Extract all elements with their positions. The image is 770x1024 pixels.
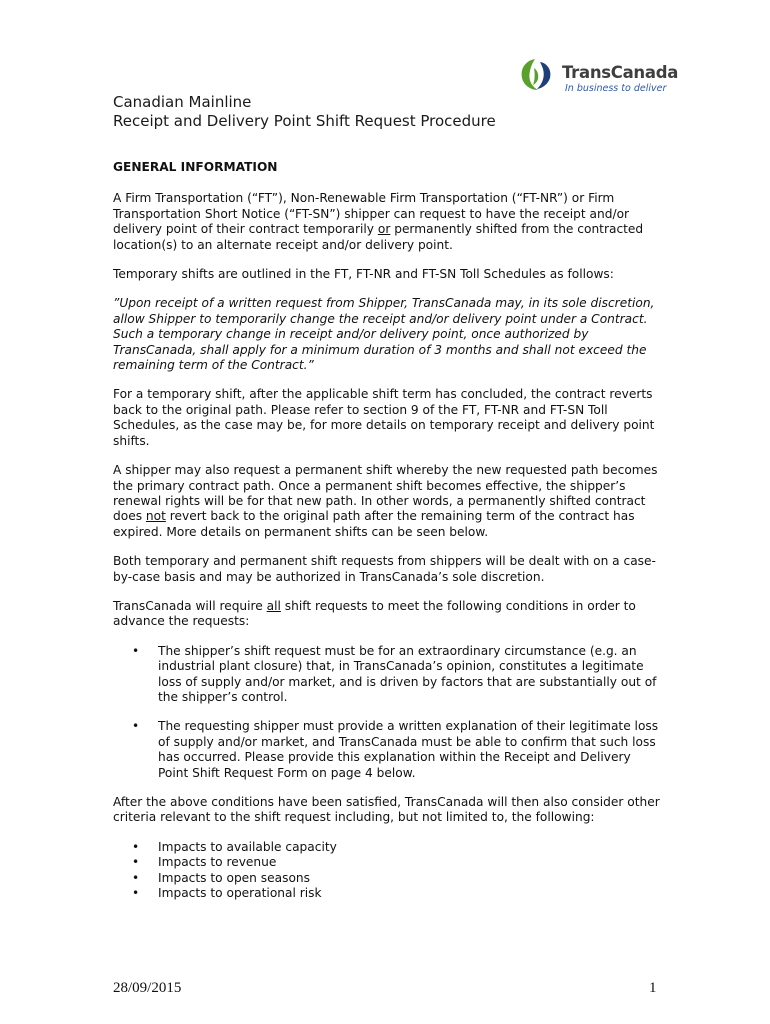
- conditions-list: [113, 644, 661, 781]
- paragraph-permanent-shift: A shipper may also request a permanent shift whereby the new requested path becomes the primary contract path. Once a permanent shift becomes effective, the shipper’s renewal rights will be for that new path. In other words, a permanently shifted contract does not revert back to the original path after the remaining term of the contract has expired. More details on permanent shifts can be seen below.: [113, 463, 658, 539]
- company-logo: [518, 54, 678, 96]
- list-item: • The shipper’s shift request must be for an extraordinary circumstance (e.g. an industrial plant closure) that, in TransCanada’s opinion, constitutes a legitimate loss of supply and/or market, and is driven by factors that are substantially out of the shipper’s control.: [158, 644, 661, 706]
- list-item: • Impacts to operational risk: [158, 886, 661, 901]
- footer-date: 28/09/2015: [113, 980, 182, 996]
- list-item: • Impacts to open seasons: [158, 871, 661, 886]
- title-line-2: Receipt and Delivery Point Shift Request Procedure: [113, 112, 496, 130]
- criteria-list: [113, 840, 661, 902]
- list-item: • The requesting shipper must provide a written explanation of their legitimate loss of supply and/or market, and TransCanada must be able to confirm that such loss has occurred. Please provide this explanation within the Receipt and Delivery Point Shift Request Form on page 4 below.: [158, 719, 661, 781]
- document-title: [113, 93, 496, 131]
- transcanada-logo-icon: [518, 54, 558, 94]
- logo-name: TransCanada: [562, 63, 679, 82]
- paragraph-temporary-shifts: Temporary shifts are outlined in the FT, FT-NR and FT-SN Toll Schedules as follows:: [113, 267, 614, 282]
- paragraph-intro: A Firm Transportation (“FT”), Non-Renewable Firm Transportation (“FT-NR”) or Firm Transportation Short Notice (“FT-SN”) shipper can request to have the receipt and/or delivery point of their contract temporarily or permanently shifted from the contracted location(s) to an alternate receipt and/or delivery point.: [113, 191, 644, 252]
- section-heading: GENERAL INFORMATION: [113, 160, 278, 174]
- title-line-1: Canadian Mainline: [113, 93, 252, 111]
- logo-tagline: In business to deliver: [565, 83, 667, 94]
- list-item: • Impacts to revenue: [158, 855, 661, 870]
- paragraph-case-by-case: Both temporary and permanent shift requests from shippers will be dealt with on a case-by-case basis and may be authorized in TransCanada’s sole discretion.: [113, 554, 656, 584]
- document-body: [113, 160, 661, 915]
- paragraph-temporary-reverts: For a temporary shift, after the applicable shift term has concluded, the contract reverts back to the original path. Please refer to section 9 of the FT, FT-NR and FT-SN Toll Schedules, as the case may be, for more details on temporary receipt and delivery point shifts.: [113, 387, 655, 448]
- paragraph-requirements: TransCanada will require all shift requests to meet the following conditions in order to advance the requests:: [113, 598, 636, 629]
- toll-schedule-quote: ”Upon receipt of a written request from Shipper, TransCanada may, in its sole discretion, allow Shipper to temporarily change the receipt and/or delivery point under a Contract. Such a temporary change in receipt and/or delivery point, once authorized by TransCanada, shall apply for a minimum duration of 3 months and shall not exceed the remaining term of the Contract.”: [113, 296, 655, 373]
- list-item: • Impacts to available capacity: [158, 840, 661, 855]
- paragraph-other-criteria: After the above conditions have been satisfied, TransCanada will then also consider other criteria relevant to the shift request including, but not limited to, the following:: [113, 795, 660, 825]
- page-number: 1: [649, 980, 657, 996]
